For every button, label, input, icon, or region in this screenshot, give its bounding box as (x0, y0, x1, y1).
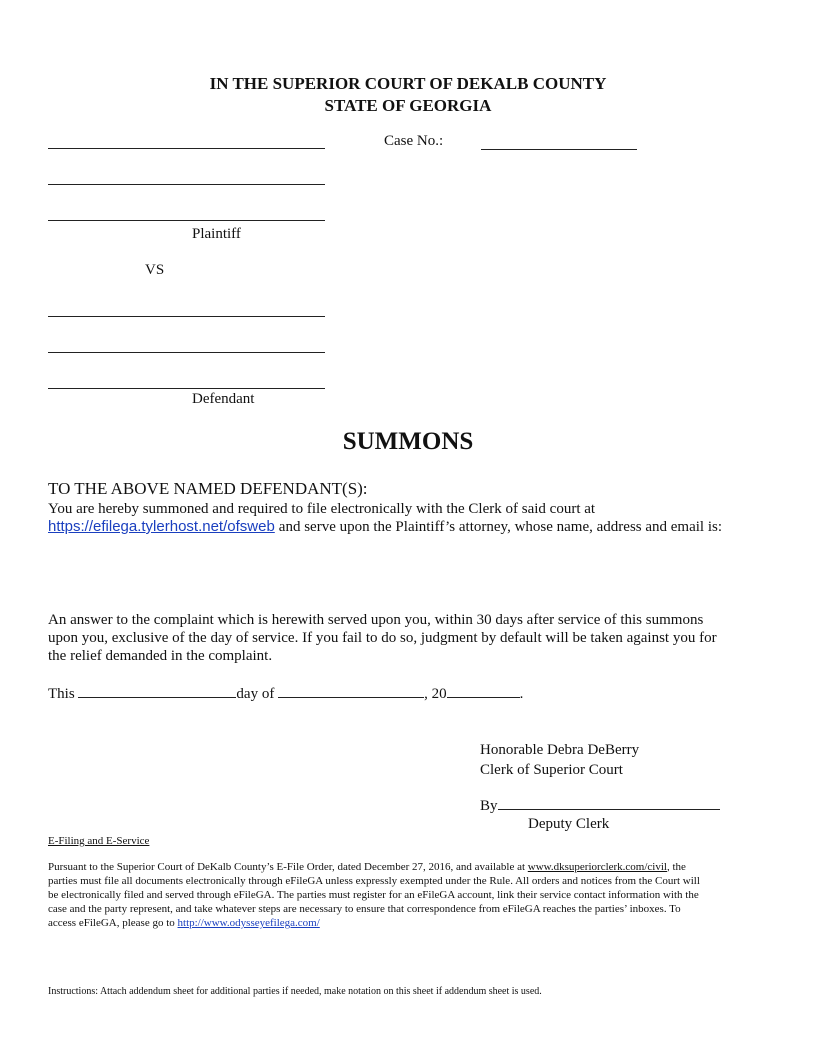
plaintiff-line-1[interactable] (48, 148, 325, 149)
summons-title: SUMMONS (342, 428, 474, 455)
month-blank[interactable] (278, 684, 424, 698)
efiling-text-1b: , the (666, 861, 686, 873)
efiling-line-1 (48, 860, 686, 874)
summons-instruction-line-2 (48, 518, 722, 536)
day-blank[interactable] (78, 684, 236, 698)
case-number-label: Case No.: (384, 133, 444, 149)
efiling-heading: E-Filing and E-Service (48, 835, 150, 847)
odyssey-efilega-link[interactable]: http://www.odysseyefilega.com/ (177, 917, 320, 929)
date-period: . (519, 686, 524, 702)
efiling-line-3: be electronically filed and served through eFileGA. The parties must register for an eFileGA account, link their service contact information with the (48, 889, 699, 901)
deputy-clerk-label: Deputy Clerk (528, 816, 610, 832)
this-label: This (48, 686, 75, 702)
by-label: By (480, 798, 498, 814)
attorney-instruction: and serve upon the Plaintiff’s attorney, whose name, address and email is: (278, 519, 723, 535)
court-heading: IN THE SUPERIOR COURT OF DEKALB COUNTY (209, 74, 607, 93)
defendant-line-2[interactable] (48, 352, 325, 353)
defendant-line-3[interactable] (48, 388, 325, 389)
signature-by-line (480, 796, 720, 815)
efile-link[interactable]: https://efilega.tylerhost.net/ofsweb (48, 518, 275, 535)
plaintiff-label: Plaintiff (192, 226, 241, 242)
efiling-text-1a: Pursuant to the Superior Court of DeKalb County’s E-File Order, dated December 27, 2016, and available at (48, 861, 526, 873)
year-prefix: , 20 (424, 686, 447, 702)
vs-label: VS (145, 262, 165, 278)
state-heading: STATE OF GEORGIA (324, 96, 492, 115)
instructions-note: Instructions: Attach addendum sheet for additional parties if needed, make notation on this sheet if addendum sheet is used. (48, 986, 542, 997)
plaintiff-line-2[interactable] (48, 184, 325, 185)
defendant-label: Defendant (192, 391, 255, 407)
efiling-line-2: parties must file all documents electronically through eFileGA unless expressly exempted under the Rule. All orders and notices from the Court will (48, 875, 700, 887)
efiling-line-5 (48, 916, 320, 930)
efiling-text-5a: access eFileGA, please go to (48, 917, 175, 929)
defendant-line-1[interactable] (48, 316, 325, 317)
year-blank[interactable] (447, 684, 520, 698)
dksuperiorclerk-link[interactable]: www.dksuperiorclerk.com/civil (527, 861, 667, 873)
clerk-name: Honorable Debra DeBerry (480, 742, 640, 758)
clerk-title: Clerk of Superior Court (480, 762, 623, 778)
date-line (48, 684, 523, 703)
defendant-address-line: TO THE ABOVE NAMED DEFENDANT(S): (48, 479, 368, 498)
plaintiff-line-3[interactable] (48, 220, 325, 221)
case-number-line[interactable] (481, 149, 637, 150)
answer-line-1: An answer to the complaint which is herewith served upon you, within 30 days after service of this summons (48, 612, 704, 628)
summons-instruction-line-1: You are hereby summoned and required to file electronically with the Clerk of said court at (48, 501, 596, 517)
answer-line-3: the relief demanded in the complaint. (48, 648, 273, 664)
day-of-label: day of (236, 686, 275, 702)
signature-blank[interactable] (498, 796, 720, 810)
answer-line-2: upon you, exclusive of the day of service. If you fail to do so, judgment by default will be taken against you for (48, 630, 717, 646)
efiling-line-4: case and the party represent, and take whatever steps are necessary to ensure that correspondence from eFileGA reaches the parties’ inboxes. To (48, 903, 681, 915)
